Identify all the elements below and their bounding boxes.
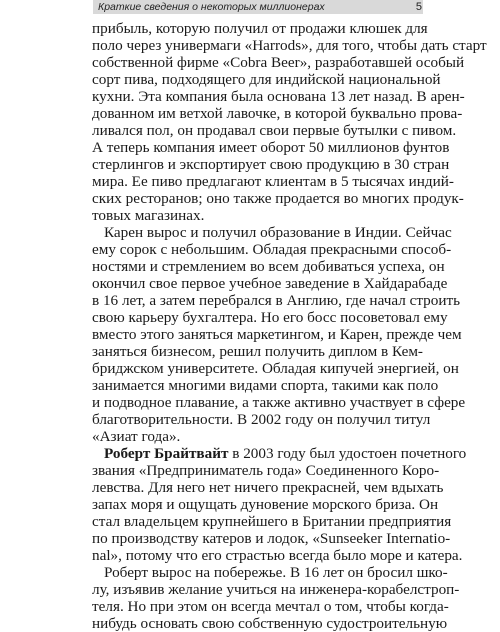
text-line-rest: в 2003 году был удостоен почетного [228,445,467,462]
body-text [92,20,487,632]
text-line: nal», потому что его страстью всегда было море и катера. [92,547,463,564]
text-line: прибыль, которую получил от продажи клюшек для [92,20,428,37]
text-line: заняться бизнесом, решил получить диплом в Кем- [92,343,423,360]
text-line: ливался пол, он продавал свои первые бутылки с пивом. [92,122,457,139]
text-line [92,445,467,462]
text-line: «Азиат года». [92,428,181,445]
person-name: Роберт Брайтвайт [104,445,229,462]
paragraph-robert-brightwaite [92,445,467,564]
text-line: бриджском университете. Обладая кипучей энергией, он [92,360,459,377]
page-number: 5 [415,1,422,13]
text-line: мира. Ее пиво предлагают клиентам в 5 тысячах индий- [92,173,454,190]
text-line: поло через универмаги «Harrods», для того, чтобы дать старт [92,37,487,54]
paragraph-karen-bio [92,224,466,445]
text-line: в 16 лет, а затем перебрался в Англию, где начал строить [92,292,461,309]
text-line: и подводное плавание, а также активно участвует в сфере [92,394,466,411]
text-line: теля. Но при этом он всегда мечтал о том, чтобы когда- [92,598,449,615]
text-line: по производству катеров и лодок, «Sunseeker Internatio- [92,530,451,547]
running-head: Краткие сведения о некоторых миллионерах [93,0,423,14]
text-line: Роберт вырос на побережье. В 16 лет он бросил шко- [104,564,448,581]
text-line: дованном им ветхой лавочке, в которой буквально прова- [92,105,463,122]
text-line: ностями и стремлением во всем добиваться успеха, он [92,258,445,275]
text-line: Карен вырос и получил образование в Индии. Сейчас [104,224,452,241]
text-line: стерлингов и экспортирует свою продукцию в 30 стран [92,156,450,173]
text-line: вместо этого заняться маркетингом, и Карен, прежде чем [92,326,462,343]
text-line: кухни. Эта компания была основана 13 лет назад. В арен- [92,88,465,105]
text-line: стал владельцем крупнейшего в Британии предприятия [92,513,452,530]
text-line: окончил свое первое учебное заведение в Хайдарабаде [92,275,448,292]
text-line: товых магазинах. [92,207,205,224]
text-line: А теперь компания имеет оборот 50 миллионов фунтов [92,139,450,156]
text-line: благотворительности. В 2002 году он получил титул [92,411,431,428]
text-line: запах моря и ощущать дуновение морского бриза. Он [92,496,439,513]
text-line: лу, изъявив желание учиться на инженера-корабелстроп- [92,581,460,598]
text-line: занимается многими видами спорта, такими как поло [92,377,439,394]
text-line: левства. Для него нет ничего прекрасней, чем вдыхать [92,479,444,496]
paragraph-robert-youth [92,564,460,632]
text-line: ских ресторанов; оно также продается во многих продук- [92,190,464,207]
text-line: нибудь основать свою собственную судостроительную [92,615,448,632]
text-line: свою карьеру бухгалтера. Но его босс посоветовал ему [92,309,448,326]
text-line: ему сорок с небольшим. Обладая прекрасными способ- [92,241,452,258]
paragraph-cobra-beer [92,20,487,224]
text-line: звания «Предприниматель года» Соединенного Коро- [92,462,440,479]
text-line: собственной фирме «Cobra Beer», разработавшей особый [92,54,465,71]
text-line: сорт пива, подходящего для индийской национальной [92,71,441,88]
